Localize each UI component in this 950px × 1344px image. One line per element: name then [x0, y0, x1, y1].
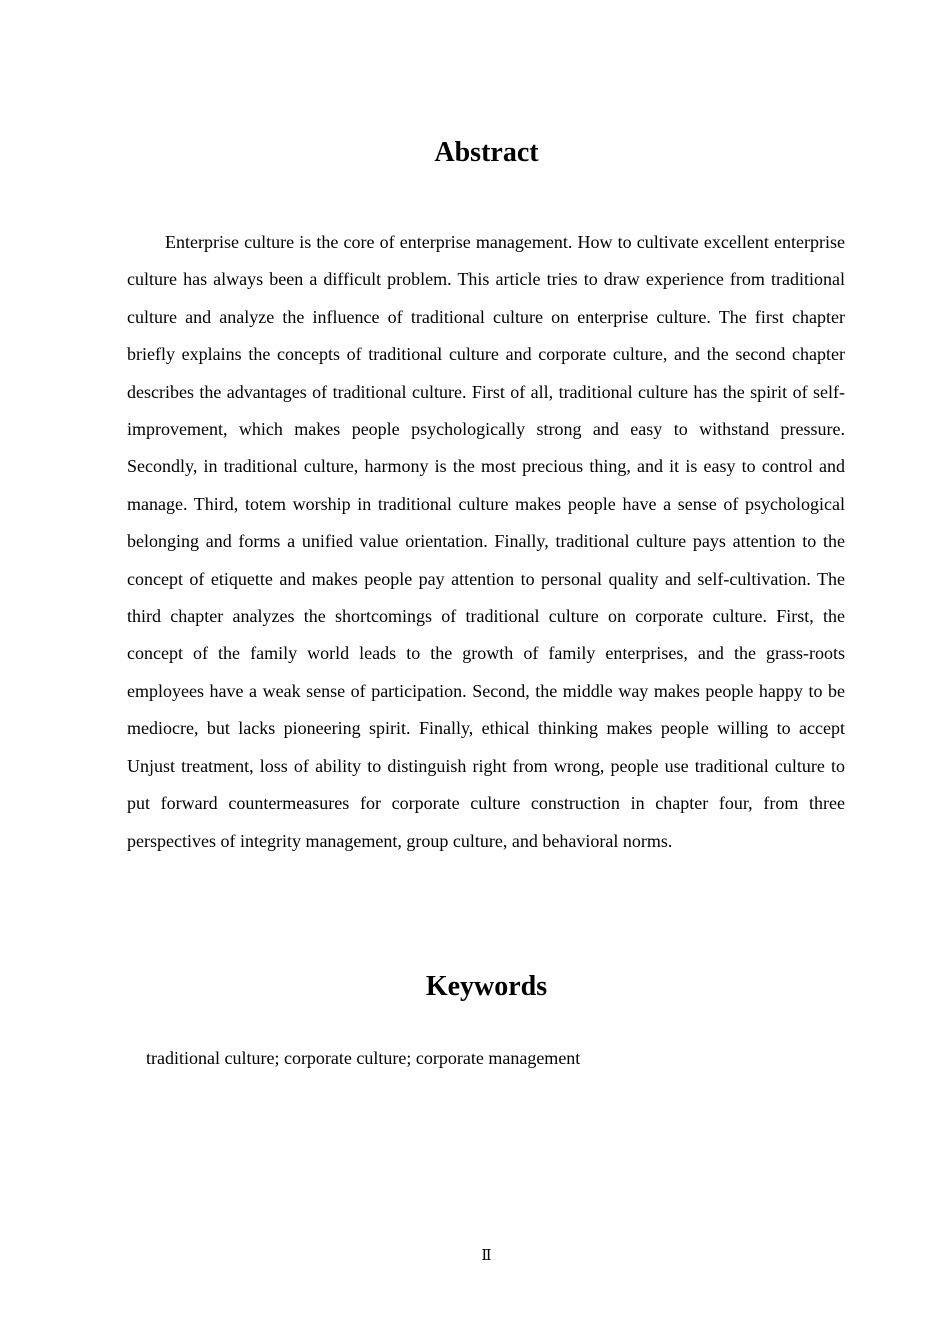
abstract-paragraph: Enterprise culture is the core of enterprise management. How to cultivate excellent enterprise culture has always been a difficult problem. This article tries to draw experience from traditional culture and analyze the influence of traditional culture on enterprise culture. The first chapter briefly explains the concepts of traditional culture and corporate culture, and the second chapter describes the advantages of traditional culture. First of all, traditional culture has the spirit of self-improvement, which makes people psychologically strong and easy to withstand pressure. Secondly, in traditional culture, harmony is the most precious thing, and it is easy to control and manage. Third, totem worship in traditional culture makes people have a sense of psychological belonging and forms a unified value orientation. Finally, traditional culture pays attention to the concept of etiquette and makes people pay attention to personal quality and self-cultivation. The third chapter analyzes the shortcomings of traditional culture on corporate culture. First, the concept of the family world leads to the growth of family enterprises, and the grass-roots employees have a weak sense of participation. Second, the middle way makes people happy to be mediocre, but lacks pioneering spirit. Finally, ethical thinking makes people willing to accept Unjust treatment, loss of ability to distinguish right from wrong, people use traditional culture to put forward countermeasures for corporate culture construction in chapter four, from three perspectives of integrity management, group culture, and behavioral norms.: [127, 232, 845, 851]
page-number: Ⅱ: [481, 1248, 492, 1264]
keywords-heading: Keywords: [425, 971, 548, 1002]
abstract-heading: Abstract: [434, 137, 539, 168]
keywords-list: traditional culture; corporate culture; corporate management: [146, 1048, 581, 1068]
